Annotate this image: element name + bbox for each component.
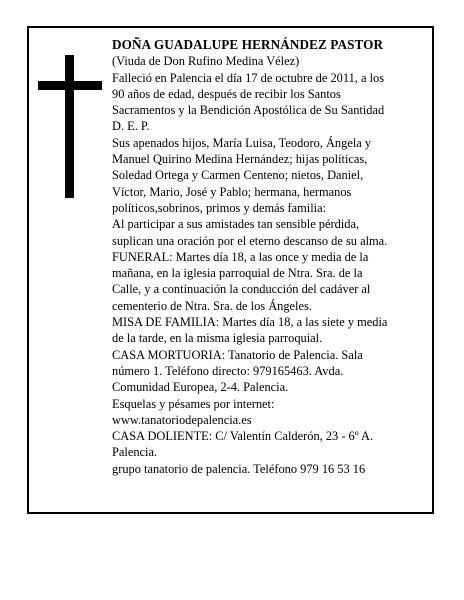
obituary-line: número 1. Teléfono directo: 979165463. Avda.: [112, 363, 344, 378]
obituary-line: FUNERAL: Martes día 18, a las once y media de la: [112, 249, 369, 264]
obituary-line: mañana, en la iglesia parroquial de Ntra. Sra. de la: [112, 266, 363, 281]
obituary-line: Manuel Quirino Medina Hernández; hijas políticas,: [112, 152, 368, 167]
obituary-line: Calle, y a continuación la conducción del cadáver al: [112, 282, 371, 297]
obituary-line: cementerio de Ntra. Sra. de los Ángeles.: [112, 298, 312, 313]
obituary-line: Sus apenados hijos, María Luisa, Teodoro, Ángela y: [112, 135, 372, 150]
obituary-line: MISA DE FAMILIA: Martes día 18, a las siete y media: [112, 315, 388, 330]
obituary-line: 90 años de edad, después de recibir los Santos: [112, 86, 341, 101]
obituary-line: Palencia.: [112, 445, 158, 460]
obituary-line: CASA MORTUORIA: Tanatorio de Palencia. Sala: [112, 347, 363, 362]
obituary-line: (Viuda de Don Rufino Medina Vélez): [112, 54, 300, 69]
obituary-text: [112, 37, 428, 477]
obituary-line: grupo tanatorio de palencia. Teléfono 979 16 53 16: [112, 461, 366, 476]
obituary-line: D. E. P.: [112, 119, 150, 134]
obituary-line: Comunidad Europea, 2-4. Palencia.: [112, 380, 289, 395]
obituary-line: Al participar a sus amistades tan sensible pérdida,: [112, 217, 360, 232]
obituary-line: Falleció en Palencia el día 17 de octubre de 2011, a los: [112, 70, 385, 85]
obituary-line: políticos,sobrinos, primos y demás familia:: [112, 200, 327, 215]
obituary-line: suplican una oración por el eterno descanso de su alma.: [112, 233, 388, 248]
obituary-line: Esquelas y pésames por internet:: [112, 396, 275, 411]
obituary-line: Víctor, Mario, José y Pablo; hermana, hermanos: [112, 184, 352, 199]
cross-vertical-bar: [65, 55, 74, 198]
latin-cross-icon: [38, 55, 102, 198]
obituary-line: de la tarde, en la misma iglesia parroquial.: [112, 331, 323, 346]
website-link[interactable]: www.tanatoriodepalencia.es: [112, 412, 252, 427]
obituary-line: Soledad Ortega y Carmen Centeno; nietos, Daniel,: [112, 168, 364, 183]
cross-horizontal-bar: [38, 81, 102, 90]
obituary-line: Sacramentos y la Bendición Apostólica de Su Santidad: [112, 103, 385, 118]
obituary-line: CASA DOLIENTE: C/ Valentín Calderón, 23 - 6º A.: [112, 429, 374, 444]
deceased-name: DOÑA GUADALUPE HERNÁNDEZ PASTOR: [112, 37, 384, 52]
